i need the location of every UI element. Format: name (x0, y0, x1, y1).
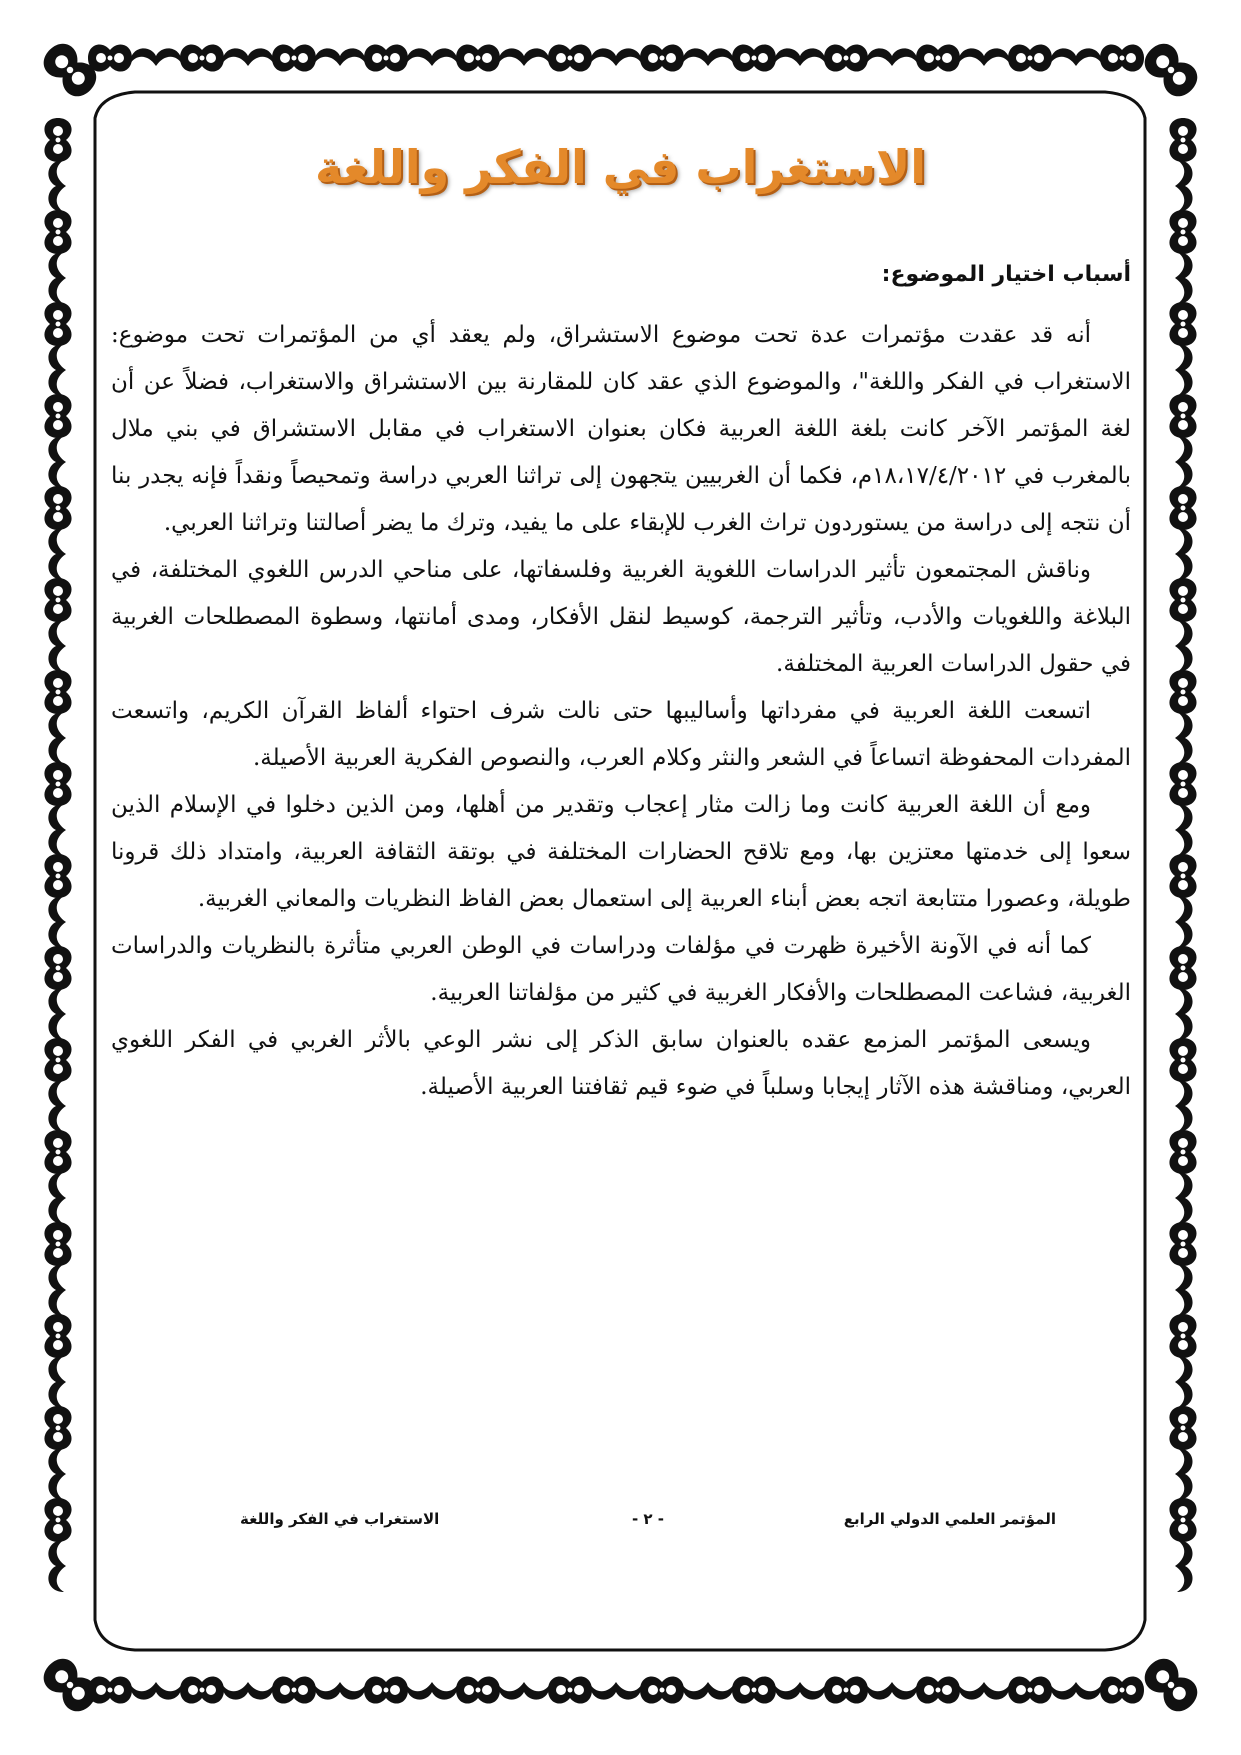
border-ornament (1169, 1314, 1196, 1358)
border-ornament (48, 160, 66, 212)
border-ornament (1175, 620, 1193, 672)
border-ornament (44, 946, 71, 990)
border-ornament (48, 1080, 66, 1132)
body-content (111, 258, 1131, 1111)
border-ornament (222, 1682, 274, 1700)
border-ornament (866, 48, 918, 66)
border-ornament (1175, 1264, 1193, 1316)
border-ornament (48, 896, 66, 948)
border-ornament (1169, 1130, 1196, 1174)
border-ornament (44, 578, 71, 622)
border-ornament (1175, 1172, 1193, 1224)
footer-page-number: - ٢ - (631, 1510, 665, 1528)
border-ornament (48, 988, 66, 1040)
border-ornament (1169, 210, 1196, 254)
paragraph: أنه قد عقدت مؤتمرات عدة تحت موضوع الاستشراق، ولم يعقد أي من المؤتمرات تحت موضوع: الاستغراب في الفكر واللغة"، والموضوع الذي عقد كان للمقارنة بين الاستشراق والاستغراب، فضلاً عن أن لغة المؤتمر الآخر كانت بلغة اللغة العربية فكان بعنوان الاستغراب في مقابل الاستشراق في بني ملال بالمغرب في ١٨،١٧/٤/٢٠١٢م، فكما أن الغربيين يتجهون إلى تراثنا العربي دراسة وتمحيصاً ونقداً فإنه يجدر بنا أن نتجه إلى دراسة من يستوردون تراث الغرب للإبقاء على ما يفيد، وترك ما يضر أصالتنا وتراثنا العربي. (111, 322, 1131, 536)
border-ornament (1169, 118, 1196, 162)
border-ornament (682, 1682, 734, 1700)
border-ornament (1138, 37, 1203, 102)
border-ornament (364, 1676, 408, 1703)
border-ornament (1175, 252, 1193, 304)
border-ornament (456, 44, 500, 71)
border-ornament (774, 1682, 826, 1700)
border-ornament (1169, 1038, 1196, 1082)
border-ornament (1100, 44, 1144, 71)
border-ornament (498, 48, 550, 66)
border-ornament (88, 1676, 132, 1703)
border-ornament (364, 44, 408, 71)
paragraph: ومع أن اللغة العربية كانت وما زالت مثار إعجاب وتقدير من أهلها، ومن الذين دخلوا في الإسلام الذين سعوا إلى خدمتها معتزين بها، ومع تلاقح الحضارات المختلفة في بوتقة الثقافة العربية، وامتداد ذلك قرونا طويلة، وعصورا متتابعة اتجه بعض أبناء العربية إلى استعمال بعض الفاظ النظريات والمعاني الغربية. (111, 792, 1131, 912)
border-ornament (1169, 302, 1196, 346)
border-ornament (44, 670, 71, 714)
border-ornament (590, 48, 642, 66)
border-ornament (866, 1682, 918, 1700)
border-ornament (1169, 854, 1196, 898)
border-ornament (44, 1406, 71, 1450)
border-ornament (44, 1130, 71, 1174)
border-ornament (1008, 44, 1052, 71)
border-ornament (130, 48, 182, 66)
border-ornament (1008, 1676, 1052, 1703)
border-ornament (1169, 1222, 1196, 1266)
border-ornament (1050, 1682, 1102, 1700)
border-ornament (916, 1676, 960, 1703)
border-ornament (44, 762, 71, 806)
border-ornament (48, 436, 66, 488)
border-ornament (48, 712, 66, 764)
border-ornament (1100, 1676, 1144, 1703)
border-ornament (1175, 712, 1193, 764)
border-ornament (824, 1676, 868, 1703)
page-footer (240, 1510, 1056, 1540)
border-ornament (48, 1264, 66, 1316)
border-ornament (44, 302, 71, 346)
border-ornament (406, 1682, 458, 1700)
border-ornament (48, 1448, 66, 1500)
paragraph: وناقش المجتمعون تأثير الدراسات اللغوية الغربية وفلسفاتها، على مناحي الدرس اللغوي المختلفة، في البلاغة واللغويات والأدب، وتأثير الترجمة، كوسيط لنقل الأفكار، ومدى أمانتها، وسطوة المصطلحات الغربية في حقول الدراسات العربية المختلفة. (111, 557, 1131, 677)
border-ornament (590, 1682, 642, 1700)
border-ornament (1169, 762, 1196, 806)
border-ornament (48, 528, 66, 580)
border-ornament (406, 48, 458, 66)
border-ornament (774, 48, 826, 66)
border-ornament (314, 1682, 366, 1700)
border-ornament (498, 1682, 550, 1700)
border-ornament (1169, 486, 1196, 530)
border-ornament (640, 44, 684, 71)
footer-title: الاستغراب في الفكر واللغة (240, 1510, 440, 1528)
border-ornament (48, 804, 66, 856)
border-ornament (1138, 1652, 1203, 1717)
border-ornament (314, 48, 366, 66)
border-ornament (916, 44, 960, 71)
border-ornament (958, 1682, 1010, 1700)
border-ornament (1050, 48, 1102, 66)
border-ornament (1175, 344, 1193, 396)
border-ornament (180, 44, 224, 71)
border-ornament (44, 1314, 71, 1358)
border-ornament (1169, 670, 1196, 714)
border-ornament (1175, 804, 1193, 856)
border-ornament (272, 44, 316, 71)
footer-conference: المؤتمر العلمي الدولي الرابع (843, 1510, 1056, 1528)
border-ornament (44, 854, 71, 898)
border-ornament (222, 48, 274, 66)
border-ornament (1175, 1080, 1193, 1132)
border-ornament (958, 48, 1010, 66)
border-ornament (48, 620, 66, 672)
paragraph: ويسعى المؤتمر المزمع عقده بالعنوان سابق الذكر إلى نشر الوعي بالأثر الغربي في الفكر اللغوي العربي، ومناقشة هذه الآثار إيجابا وسلباً في ضوء قيم ثقافتنا العربية الأصيلة. (111, 1027, 1131, 1100)
border-ornament (1169, 1498, 1196, 1542)
border-ornament (732, 1676, 776, 1703)
border-ornament (48, 1172, 66, 1224)
border-ornament (1175, 988, 1193, 1040)
border-ornament (88, 44, 132, 71)
border-ornament (1175, 1356, 1193, 1408)
paragraph: اتسعت اللغة العربية في مفرداتها وأساليبها حتى نالت شرف احتواء ألفاظ القرآن الكريم، واتسعت المفردات المحفوظة اتساعاً في الشعر والنثر وكلام العرب، والنصوص الفكرية العربية الأصيلة. (111, 698, 1131, 771)
border-ornament (682, 48, 734, 66)
border-ornament (1169, 578, 1196, 622)
border-ornament (640, 1676, 684, 1703)
border-ornament (1169, 1406, 1196, 1450)
border-ornament (180, 1676, 224, 1703)
border-ornament (44, 1222, 71, 1266)
border-ornament (1175, 896, 1193, 948)
border-ornament (44, 118, 71, 162)
border-ornament (44, 1038, 71, 1082)
border-ornament (456, 1676, 500, 1703)
border-ornament (44, 394, 71, 438)
border-ornament (1175, 436, 1193, 488)
page-title: الاستغراب في الفكر واللغة (314, 140, 927, 194)
border-ornament (48, 1356, 66, 1408)
border-ornament (48, 252, 66, 304)
border-ornament (548, 1676, 592, 1703)
border-ornament (44, 1498, 71, 1542)
border-ornament (1175, 1540, 1193, 1592)
border-ornament (1175, 160, 1193, 212)
border-ornament (44, 486, 71, 530)
border-ornament (1175, 528, 1193, 580)
border-ornament (48, 1540, 66, 1592)
border-ornament (732, 44, 776, 71)
border-ornament (548, 44, 592, 71)
border-ornament (130, 1682, 182, 1700)
border-ornament (272, 1676, 316, 1703)
border-ornament (44, 210, 71, 254)
border-ornament (1169, 394, 1196, 438)
border-ornament (1169, 946, 1196, 990)
paragraph: كما أنه في الآونة الأخيرة ظهرت في مؤلفات ودراسات في الوطن العربي متأثرة بالنظريات والدراسات الغربية، فشاعت المصطلحات والأفكار الغربية في كثير من مؤلفاتنا العربية. (111, 933, 1131, 1006)
border-ornament (1175, 1448, 1193, 1500)
border-ornament (824, 44, 868, 71)
section-heading: أسباب اختيار الموضوع: (881, 262, 1131, 287)
border-ornament (48, 344, 66, 396)
